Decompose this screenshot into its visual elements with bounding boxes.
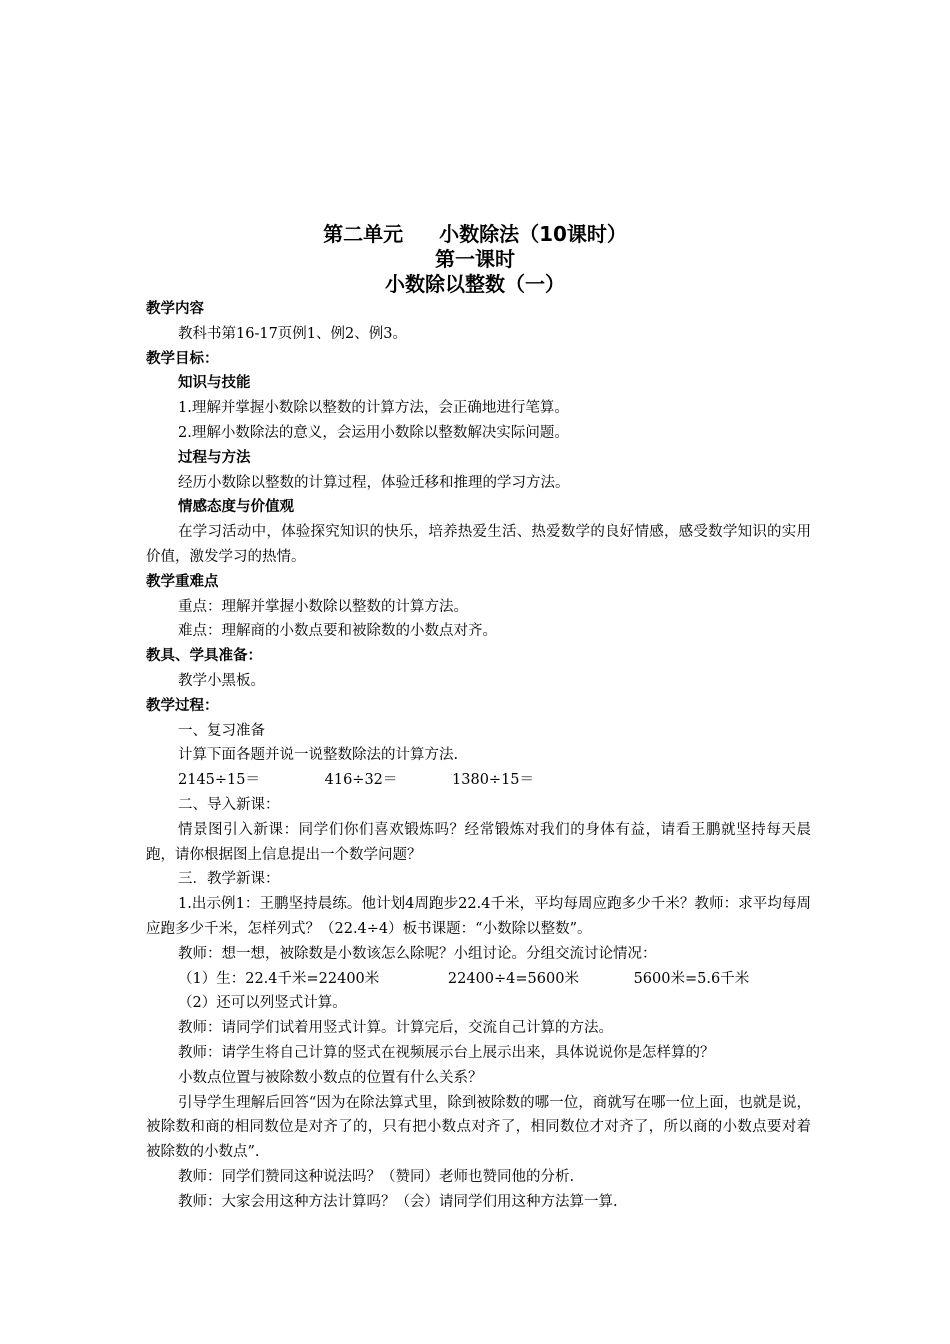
intro-title: 二、导入新课：	[178, 796, 280, 813]
keypoints-heading: 教学重难点	[146, 573, 219, 590]
example-1-text: 1.出示例1：王鹏坚持晨练。他计划4周跑步22.4千米，平均每周应跑多少千米？教师：求平均每周应跑多少千米，怎样列式？（22.4÷4）板书课题：“小数除以整数”。	[146, 896, 811, 937]
think-text: 教师：想一想，被除数是小数该怎么除呢？小组讨论。分组交流讨论情况：	[178, 945, 657, 962]
method-1-step-3: 5600米=5.6千米	[633, 970, 750, 987]
lesson-title: 第一课时	[435, 247, 515, 271]
new-lesson-title: 三．教学新课：	[178, 871, 280, 888]
topic-title: 小数除以整数（一）	[385, 272, 565, 296]
tools-text: 教学小黑板。	[178, 672, 265, 689]
unit-title	[0, 222, 950, 247]
review-text: 计算下面各题并说一说整数除法的计算方法.	[178, 747, 459, 764]
keypoint-1: 重点：理解并掌握小数除以整数的计算方法。	[178, 598, 468, 615]
title-block	[0, 222, 950, 297]
method-1-step-1: （1）生：22.4千米=22400米	[178, 970, 380, 987]
attitude-text: 在学习活动中，体验探究知识的快乐，培养热爱生活、热爱数学的良好情感，感受数学知识的实用价值，激发学习的热情。	[146, 524, 811, 565]
procedure-heading: 教学过程：	[146, 697, 219, 714]
practice-text: 教师：大家会用这种方法计算吗？（会）请同学们用这种方法算一算.	[178, 1193, 618, 1210]
vertical-text-2: 教师：请学生将自己计算的竖式在视频展示台上展示出来，具体说说你是怎样算的？	[178, 1044, 715, 1061]
process-heading: 过程与方法	[178, 449, 251, 466]
vertical-text-1: 教师：请同学们试着用竖式计算。计算完后，交流自己计算的方法。	[178, 1020, 613, 1037]
method-2-text: （2）还可以列竖式计算。	[178, 995, 347, 1012]
knowledge-heading: 知识与技能	[178, 375, 251, 392]
method-1-row	[146, 967, 811, 992]
intro-text: 情景图引入新课：同学们你们喜欢锻炼吗？经常锻炼对我们的身体有益，请看王鹏就坚持每天晨跑，请你根据图上信息提出一个数学问题？	[146, 821, 811, 863]
exercise-2: 416÷32＝	[324, 772, 398, 789]
attitude-heading: 情感态度与价值观	[178, 499, 294, 516]
review-title: 一、复习准备	[178, 722, 265, 739]
agree-text: 教师：同学们赞同这种说法吗？（赞同）老师也赞同他的分析.	[178, 1168, 575, 1185]
method-1-step-2: 22400÷4=5600米	[447, 970, 579, 987]
unit-label: 第二单元	[323, 222, 404, 246]
exercise-row	[146, 768, 811, 793]
question-text: 小数点位置与被除数小数点的位置有什么关系？	[178, 1069, 483, 1086]
tools-heading: 教具、学具准备：	[146, 648, 262, 665]
lesson-plan-body	[146, 297, 811, 1214]
content-text: 教科书第16-17页例1、例2、例3。	[178, 325, 407, 342]
guide-text: 引导学生理解后回答“因为在除法算式里，除到被除数的哪一位，商就写在哪一位上面，也就是说，被除数和商的相同数位是对齐了的，只有把小数点对齐了，相同数位才对齐了，所以商的小数点要对着被除数的小数点”.	[146, 1094, 811, 1161]
objectives-heading: 教学目标：	[146, 350, 219, 367]
exercise-1: 2145÷15＝	[178, 772, 261, 789]
process-text: 经历小数除以整数的计算过程，体验迁移和推理的学习方法。	[178, 474, 570, 491]
knowledge-item-1: 1.理解并掌握小数除以整数的计算方法，会正确地进行笔算。	[178, 400, 569, 417]
keypoint-2: 难点：理解商的小数点要和被除数的小数点对齐。	[178, 623, 497, 640]
content-heading: 教学内容	[146, 301, 204, 317]
knowledge-item-2: 2.理解小数除法的意义，会运用小数除以整数解决实际问题。	[178, 424, 569, 441]
exercise-3: 1380÷15＝	[452, 772, 535, 789]
unit-name: 小数除法（10课时）	[439, 222, 627, 246]
